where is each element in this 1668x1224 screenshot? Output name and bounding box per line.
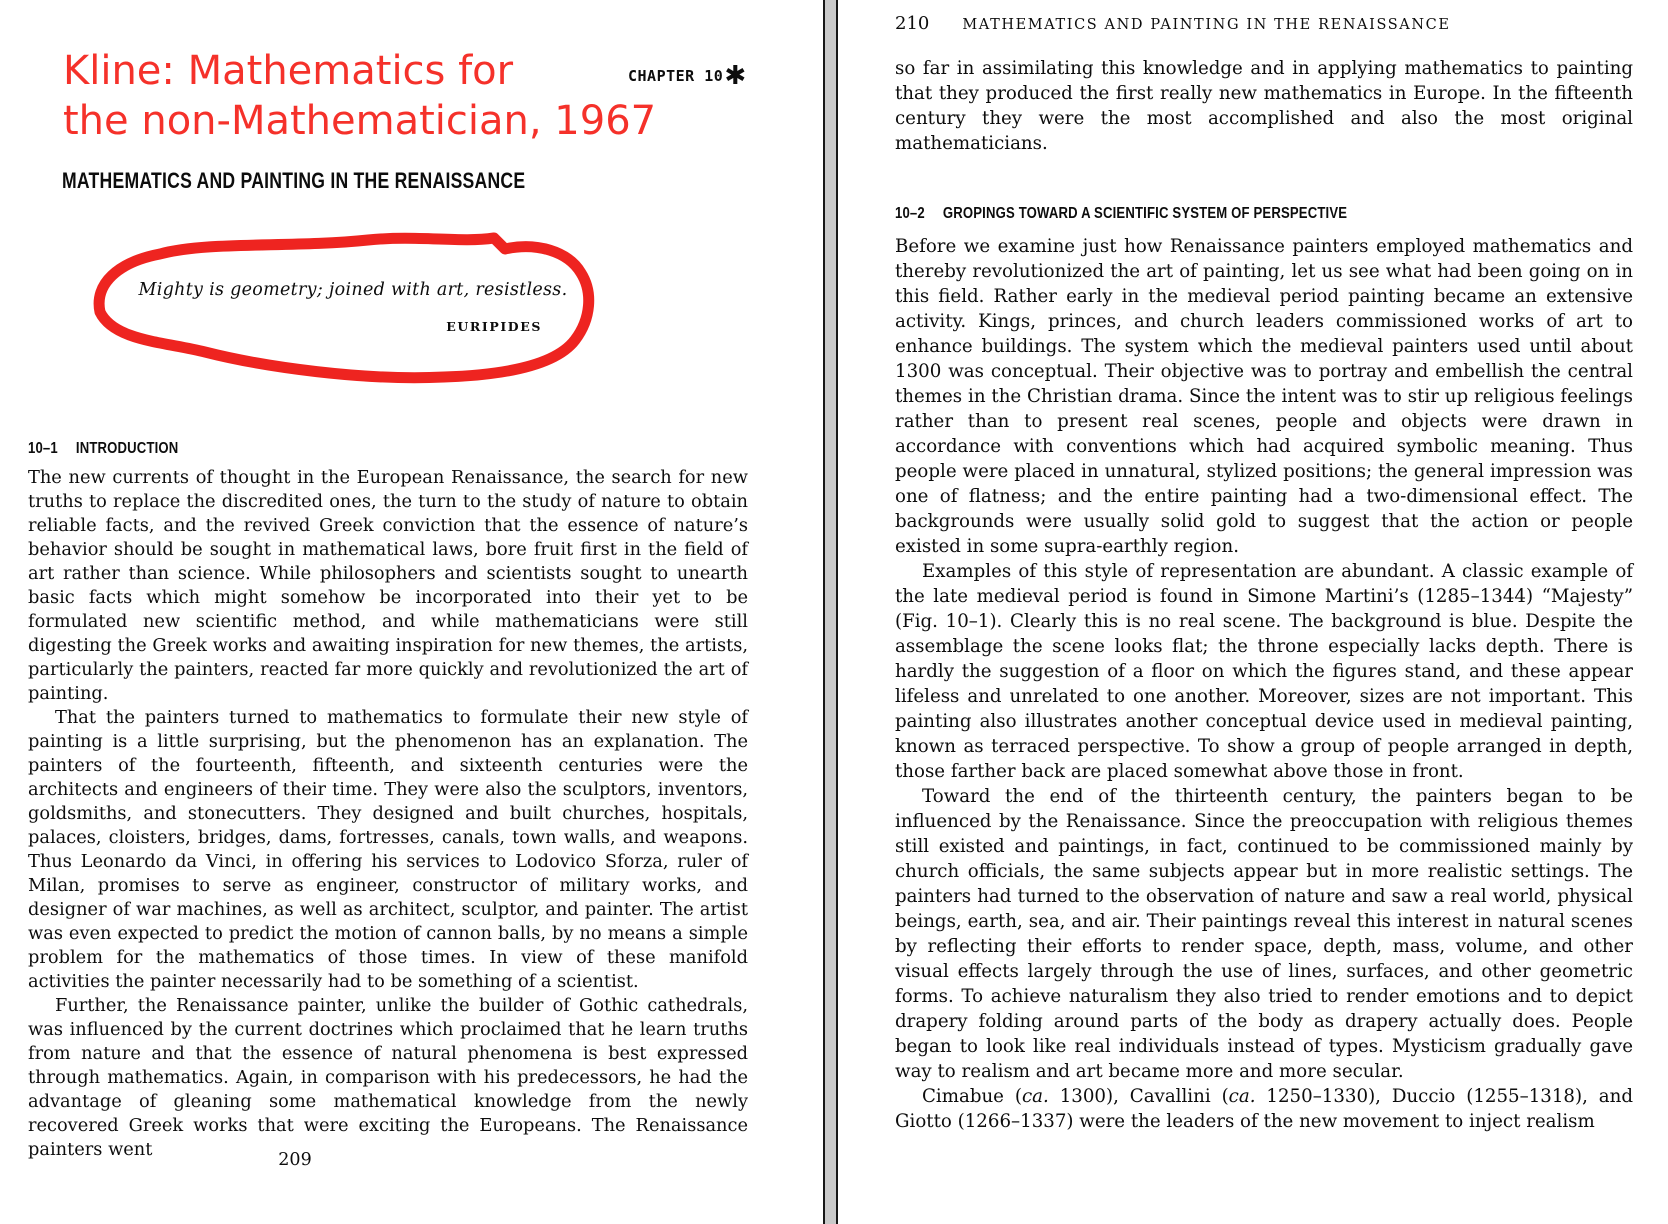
chapter-label: [628, 58, 747, 91]
paragraph: The new currents of thought in the European Renaissance, the search for new truths to replace the discredited ones, the turn to the study of nature to obtain reliable facts, and the revived Greek conviction that the essence of nature’s behavior should be sought in mathematical laws, bore fruit first in the field of art rather than science. While philosophers and scientists sought to unearth basic facts which might somehow be incorporated into their yet to be formulated new scientific method, and while mathematicians were still digesting the Greek works and awaiting inspiration for new themes, the artists, particularly the painters, reacted far more quickly and revolutionized the art of painting.: [28, 467, 748, 704]
section-number: 10–2: [895, 205, 925, 222]
body-text-column: [895, 234, 1633, 1134]
chapter-title: MATHEMATICS AND PAINTING IN THE RENAISSANCE: [62, 168, 526, 193]
hand-drawn-circle-annotation: [86, 224, 600, 394]
paragraph: Cimabue (ca. 1300), Cavallini (ca. 1250–1330), Duccio (1255–1318), and Giotto (1266–1337) were the leaders of the new movement to inject realism: [895, 1086, 1633, 1132]
page-209: [0, 0, 823, 1224]
continuation-paragraph: [895, 56, 1633, 156]
epigraph-quote: Mighty is geometry; joined with art, resistless.: [138, 280, 568, 300]
chapter-label-text: CHAPTER 10: [628, 67, 724, 85]
body-text-column: [28, 466, 748, 1162]
running-title: MATHEMATICS AND PAINTING IN THE RENAISSANCE: [962, 17, 1451, 33]
epigraph-attribution: EURIPIDES: [446, 319, 542, 334]
page-210: [838, 0, 1668, 1224]
paragraph: so far in assimilating this knowledge and in applying mathematics to painting that they produced the first really new mathematics in Europe. In the fifteenth century they were the most accomplished and also the most original mathematicians.: [895, 58, 1633, 154]
paragraph: Examples of this style of representation are abundant. A classic example of the late medieval period is found in Simone Martini’s (1285–1344) “Majesty” (Fig. 10–1). Clearly this is no real scene. The background is blue. Despite the assemblage the scene looks flat; the throne especially lacks depth. There is hardly the suggestion of a floor on which the figures stand, and these appear lifeless and unrelated to one another. Moreover, sizes are not important. This painting also illustrates another conceptual device used in medieval painting, known as terraced perspective. To show a group of people arranged in depth, those farther back are placed somewhat above those in front.: [895, 561, 1633, 782]
paragraph: Further, the Renaissance painter, unlike the builder of Gothic cathedrals, was influenced by the current doctrines which proclaimed that he learn truths from nature and that the essence of natural phenomena is best expressed through mathematics. Again, in comparison with his predecessors, he had the advantage of gleaning some mathematical knowledge from the newly recovered Greek works that were exciting the Europeans. The Renaissance painters went: [28, 995, 748, 1160]
annotation-line-2: the non-Mathematician, 1967: [63, 98, 657, 144]
section-heading-10-2: [895, 205, 1347, 223]
paragraph: Toward the end of the thirteenth century, the painters began to be influenced by the Renaissance. Since the preoccupation with religious themes still existed and paintings, in fact, continued to be commissioned mainly by church officials, the same subjects appear but in more realistic settings. The painters had turned to the observation of nature and saw a real world, physical beings, earth, sea, and air. Their paintings reveal this interest in natural scenes by reflecting their efforts to render space, depth, mass, volume, and other visual effects largely through the use of lines, surfaces, and other geometric forms. To achieve naturalism they also tried to render emotions and to depict drapery folding around parts of the body as drapery actually does. People began to look like real individuals instead of types. Mysticism gradually gave way to realism and art became more and more secular.: [895, 786, 1633, 1082]
section-title: INTRODUCTION: [75, 440, 179, 457]
section-heading-10-1: [28, 440, 178, 458]
section-title: GROPINGS TOWARD A SCIENTIFIC SYSTEM OF PERSPECTIVE: [942, 205, 1348, 222]
annotation-line-1: Kline: Mathematics for: [63, 48, 514, 94]
page-divider: [823, 0, 838, 1224]
annotation-source-title: [63, 46, 656, 146]
section-number: 10–1: [28, 440, 58, 457]
page-number: 209: [278, 1150, 312, 1170]
paragraph: Before we examine just how Renaissance painters employed mathematics and thereby revolutionized the art of painting, let us see what had been going on in this field. Rather early in the medieval period painting became an extensive activity. Kings, princes, and church leaders commissioned works of art to enhance buildings. The system which the medieval painters used until about 1300 was conceptual. Their objective was to portray and embellish the central themes in the Christian drama. Since the intent was to stir up religious feelings rather than to present real scenes, people and objects were drawn in accordance with conventions which had acquired symbolic meaning. Thus people were placed in unnatural, stylized positions; the general impression was one of flatness; and the entire painting had a two-dimensional effect. The backgrounds were usually solid gold to suggest that the action or people existed in some supra-earthly region.: [895, 236, 1633, 557]
running-head: [895, 13, 1451, 34]
paragraph: That the painters turned to mathematics to formulate their new style of painting is a little surprising, but the phenomenon has an explanation. The painters of the fourteenth, fifteenth, and sixteenth centuries were the architects and engineers of their time. They were also the sculptors, inventors, goldsmiths, and stonecutters. They designed and built churches, hospitals, palaces, cloisters, bridges, dams, fortresses, canals, town walls, and weapons. Thus Leonardo da Vinci, in offering his services to Lodovico Sforza, ruler of Milan, promises to serve as engineer, constructor of military works, and designer of war machines, as well as architect, sculptor, and painter. The artist was even expected to predict the motion of cannon balls, by no means a simple problem for the mathematics of those times. In view of these manifold activities the painter necessarily had to be something of a scientist.: [28, 707, 748, 992]
asterisk-icon: ✱: [724, 61, 747, 91]
page-number: 210: [895, 13, 930, 34]
